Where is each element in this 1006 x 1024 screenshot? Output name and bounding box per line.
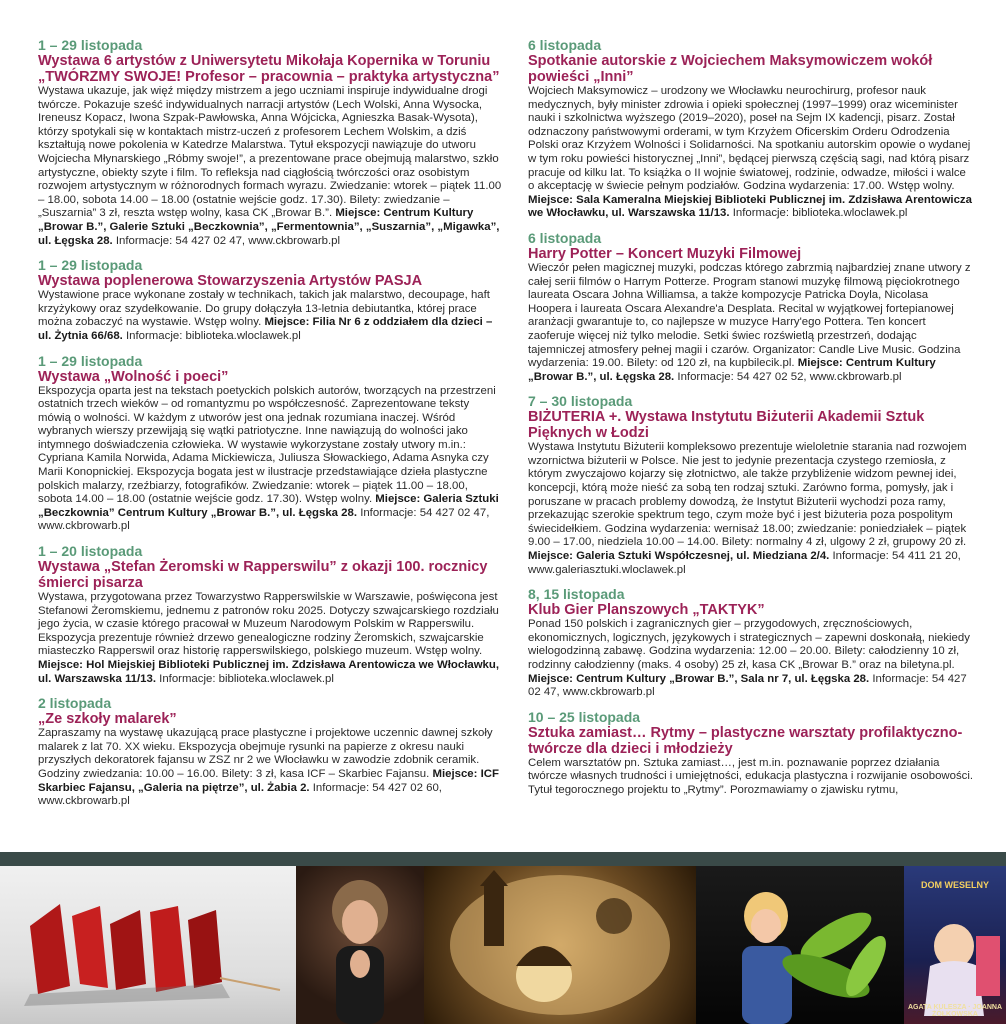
event-description: Celem warsztatów pn. Sztuka zamiast…, jest m.in. poznawanie poprzez działania twórcze własnych trudności i umiejętności, edukacja plastyczna i rozwijanie osobowości. Tytuł tegorocznego projektu to „Rytmy”. Porozmawiamy o zjawisku rytmu, xyxy=(528,756,974,796)
photo-singer xyxy=(296,866,424,1024)
event-description: Wystawione prace wykonane zostały w technikach, takich jak malarstwo, decoupage, haft krzyżykowy oraz szydełkowanie. Do grupy dołączyła 13-letnia debiutantka, której prace można zobaczyć na wystawie. Wstęp wolny. Miejsce: Filia Nr 6 z oddziałem dla dzieci – ul. Żytnia 66/68. Informacje: biblioteka.wloclawek.pl xyxy=(38,289,493,342)
actress-illustration xyxy=(696,866,904,1024)
event-date: 10 – 25 listopada xyxy=(528,708,641,725)
event-8 xyxy=(528,394,974,577)
event-date: 1 – 29 listopada xyxy=(38,352,143,369)
event-5 xyxy=(38,696,502,809)
event-place: Miejsce: Centrum Kultury „Browar B.”, ul. Łęgska 28. xyxy=(528,357,936,383)
event-description: Ekspozycja oparta jest na tekstach poetyckich polskich autorów, tworzących na przestrzeni ostatnich trzech wieków – od romantyzmu po współczesność. Zaprezentowane teksty mówią o wolności. W każdym z utworów jest ona jednak rozumiana inaczej. Wśród wybranych wierszy przewijają się wątki patriotyczne. Inne nawiązują do wolności jako intymnego doświadczenia człowieka. W wystawie wykorzystane zostały utwory m.in.: Cypriana Kamila Norwida, Adama Mickiewicza, Juliusza Słowackiego, Adama Asnyka czy Marii Konopnickiej. Ekspozycja bogata jest w ilustracje przedstawiające dzieła plastyczne polskich malarzy, rzeźbiarzy, fotografików. Zwiedzanie: wtorek – piątek 11.00 – 18.00, sobota 14.00 – 18.00 (ostatnie wejście godz. 17.30). Wstęp wolny. Miejsce: Galeria Sztuki „Beczkownia” Centrum Kultury „Browar B.”, ul. Łęgska 28. Informacje: 54 427 02 47, www.ckbrowarb.pl xyxy=(38,384,499,533)
event-title: Sztuka zamiast… Rytmy – plastyczne warsztaty profilaktyczno-twórcze dla dzieci i młodzieży xyxy=(528,724,963,757)
right-column xyxy=(528,38,974,808)
poster-title: DOM WESELNY xyxy=(920,880,989,890)
event-date: 6 listopada xyxy=(528,229,602,246)
event-title: Harry Potter – Koncert Muzyki Filmowej xyxy=(528,245,802,262)
event-3 xyxy=(38,354,502,535)
event-info: Informacje: biblioteka.wloclawek.pl xyxy=(732,207,908,220)
event-info: Informacje: 54 427 02 47, www.ckbrowarb.pl xyxy=(528,672,967,699)
left-column xyxy=(38,38,502,819)
event-place: Miejsce: Centrum Kultury „Browar B.”, Sala nr 7, ul. Łęgska 28. xyxy=(528,672,870,685)
event-9 xyxy=(528,587,974,700)
event-info: Informacje: 54 427 02 47, www.ckbrowarb.pl xyxy=(115,234,341,247)
event-description: Ponad 150 polskich i zagranicznych gier – przygodowych, zręcznościowych, ekonomicznych, logicznych, językowych i strategicznych – zapewni doskonałą, niekiedy wielogodzinną zabawę. Godzina wydarzenia: 12.00 – 20.00. Bilety: całodzienny 10 zł, rodzinny całodzienny (maks. 4 osoby) 25 zł, kasa CK „Browar B.” oraz na biletyna.pl. Miejsce: Centrum Kultury „Browar B.”, Sala nr 7, ul. Łęgska 28. Informacje: 54 427 02 47, www.ckbrowarb.pl xyxy=(528,618,970,699)
event-place: Miejsce: Sala Kameralna Miejskiej Biblioteki Publicznej im. Zdzisława Arentowicza we Włocławku, ul. Warszawska 11/13. xyxy=(528,193,972,220)
event-6 xyxy=(528,38,974,221)
event-place: Miejsce: Centrum Kultury „Browar B.”, Galerie Sztuki „Beczkownia”, „Fermentownia”, „Suszarnia”, „Migawka”, ul. Łęgska 28. xyxy=(38,207,500,247)
event-place: Miejsce: Galeria Sztuki „Beczkownia” Centrum Kultury „Browar B.”, ul. Łęgska 28. xyxy=(38,493,499,519)
event-description: Wieczór pełen magicznej muzyki, podczas którego zabrzmią najbardziej znane utwory z całej serii filmów o Harrym Potterze. Program stanowi muzykę filmową pięciokrotnego laureata Oscara Johna Williamsa, a także kompozycje Patricka Doyla, Nicolasa Hoopera i laureata Oscara Alexandre'a Desplata. Recital w wyjątkowej fortepianowej aranżacji gwarantuje to, co najlepsze w muzyce Harry'ego Pottera. Ten koncert zaoferuje więcej niż tylko melodie. Setki świec rozświetlą przestrzeń, dodając tajemniczej atmosfery pełnej magii i czarów. Organizator: Candle Live Music. Godzina wydarzenia: 19.00. Bilety: od 120 zł, na kupbilecik.pl. Miejsce: Centrum Kultury „Browar B.”, ul. Łęgska 28. Informacje: 54 427 02 52, www.ckbrowarb.pl xyxy=(528,261,971,383)
poster-names: AGATA KULESZA · JOANNA ŻÓŁKOWSKA xyxy=(907,1004,1003,1018)
event-description: Wystawa ukazuje, jak więź między mistrzem a jego uczniami inspiruje indywidualne drogi twórcze. Pokazuje sześć indywidualnych narracji artystów (Lech Wolski, Anna Wysocka, Ireneusz Kopacz, Iwona Szpak-Pawłowska, Anna Wójcicka, Agnieszka Basak-Wysota), którzy spotykali się w kontaktach mistrz-uczeń z profesorem Lechem Wolskim, a dziś kształtują nowe pokolenia w Katedrze Malarstwa. Tytuł ekspozycji nawiązuje do utworu Wojciecha Młynarskiego „Róbmy swoje!”, a prezentowane prace obejmują malarstwo, szkło artystyczne, obiekty szyte i film. To refleksja nad ciągłością twórczości oraz osobistym rozwojem artystycznym w różnorodnych formach wyrazu. Zwiedzanie: wtorek – piątek 11.00 – 18.00, sobota 14.00 – 18.00 (ostatnie wejście godz. 17.30). Bilety: zwiedzanie – „Suszarnia” 3 zł, reszta wstęp wolny, kasa CK „Browar B.”. Miejsce: Centrum Kultury „Browar B.”, Galerie Sztuki „Beczkownia”, „Fermentownia”, „Suszarnia”, „Migawka”, ul. Łęgska 28. Informacje: 54 427 02 47, www.ckbrowarb.pl xyxy=(38,85,502,247)
event-date: 2 listopada xyxy=(38,695,112,712)
event-title: Spotkanie autorskie z Wojciechem Maksymowiczem wokół powieści „Inni” xyxy=(528,53,933,85)
event-info: Informacje: 54 427 02 60, www.ckbrowarb.pl xyxy=(38,781,442,808)
photo-strip xyxy=(0,866,1006,1024)
event-title: Klub Gier Planszowych „TAKTYK” xyxy=(528,602,765,619)
event-title: „Ze szkoły malarek” xyxy=(38,711,177,728)
event-place: Miejsce: Galeria Sztuki Współczesnej, ul. Miedziana 2/4. xyxy=(528,550,830,563)
divider-band xyxy=(0,852,1006,866)
event-date: 7 – 30 listopada xyxy=(528,393,633,410)
event-title: Wystawa „Stefan Żeromski w Rapperswilu” z okazji 100. rocznicy śmierci pisarza xyxy=(38,559,488,592)
event-title: Wystawa poplenerowa Stowarzyszenia Artystów PASJA xyxy=(38,273,423,290)
event-description: Wystawa Instytutu Biżuterii kompleksowo prezentuje wieloletnie starania nad rozwojem wzornictwa biżuterii w Polsce. Nie jest to jedynie prezentacja czystego rzemiosła, z którym zwyczajowo kojarzy się złotnictwo, ale także przybliżenie widzom pewnej idei, koncepcji, którą może nieść za sobą ten rodzaj sztuki. Zarówno forma, pomysły, jak i poruszane w pracach problemy dowodzą, że Instytut Biżuterii wychodzi poza ramy, przekazując szerokie spektrum tego, czym może być i jest biżuteria poza pospolitym świecidełkiem. Godzina wydarzenia: wernisaż 18.00; zwiedzanie: poniedziałek – piątek 9.00 – 17.00, niedziela 10.00 – 14.00. Bilety: normalny 4 zł, ulgowy 2 zł, grupowy 20 zł. Miejsce: Galeria Sztuki Współczesnej, ul. Miedziana 2/4. Informacje: 54 411 21 20, www.galeriasztuki.wloclawek.pl xyxy=(528,441,967,576)
event-place: Miejsce: Hol Miejskiej Biblioteki Publicznej im. Zdzisława Arentowicza we Włocławku, ul. Warszawska 11/13. xyxy=(38,659,500,685)
event-2 xyxy=(38,258,502,343)
event-date: 6 listopada xyxy=(528,37,602,53)
event-title: Wystawa „Wolność i poeci” xyxy=(38,368,229,385)
event-description: Wojciech Maksymowicz – urodzony we Włocławku neurochirurg, profesor nauk medycznych, były minister zdrowia i opieki społecznej (1997–1999) oraz wiceminister nauki i szkolnictwa wyższego (2019–2020), poseł na Sejm IX kadencji, pisarz. Został odznaczony państwowymi orderami, w tym Krzyżem Oficerskim Orderu Odrodzenia Polski oraz Krzyżem Wolności i Solidarności. Na spotkaniu autorskim opowie o wydanej w tym roku powieści historycznej „Inni”, będącej pierwszą częścią sagi, nad którą pisarz pracuje od kilku lat. To książka o II wojnie światowej, rodzinie, odwadze, miłości i walce o akceptację w świecie pełnym podziałów. Godzina wydarzenia: 17.00. Wstęp wolny. Miejsce: Sala Kameralna Miejskiej Biblioteki Publicznej im. Zdzisława Arentowicza we Włocławku, ul. Warszawska 11/13. Informacje: biblioteka.wloclawek.pl xyxy=(528,85,972,220)
event-date: 1 – 20 listopada xyxy=(38,543,143,560)
event-info: Informacje: 54 427 02 47, www.ckbrowarb.pl xyxy=(38,506,490,533)
photo-sand-art xyxy=(424,866,696,1024)
event-info: Informacje: 54 411 21 20, www.galeriasztuki.wloclawek.pl xyxy=(528,550,961,576)
event-4 xyxy=(38,544,502,686)
event-date: 8, 15 listopada xyxy=(528,586,625,603)
event-place: Miejsce: Filia Nr 6 z oddziałem dla dzieci – ul. Żytnia 66/68. xyxy=(38,316,493,342)
photo-actress-plant xyxy=(696,866,904,1024)
event-7 xyxy=(528,231,974,384)
event-1 xyxy=(38,38,502,248)
event-date: 1 – 29 listopada xyxy=(38,257,143,274)
photo-theatre-poster xyxy=(904,866,1006,1024)
event-description: Wystawa, przygotowana przez Towarzystwo Rapperswilskie w Warszawie, poświęcona jest Stefanowi Żeromskiemu, jednemu z patronów roku 2025. Dotyczy szwajcarskiego rozdziału jego życia, w czasie którego pracował w Muzeum Narodowym Polskim w Rapperswilu. Ekspozycja prezentuje również drzewo genealogiczne rodziny Żeromskich, szwajcarskie miasteczko Rapperswil oraz historię rapperswilskiego, polskiego muzeum. Wstęp wolny. Miejsce: Hol Miejskiej Biblioteki Publicznej im. Zdzisława Arentowicza we Włocławku, ul. Warszawska 11/13. Informacje: biblioteka.wloclawek.pl xyxy=(38,591,500,685)
red-letters-illustration xyxy=(0,866,296,1024)
event-date: 1 – 29 listopada xyxy=(38,37,143,53)
event-description: Zapraszamy na wystawę ukazującą prace plastyczne i projektowe uczennic dawnej szkoły malarek z lat 70. XX wieku. Ekspozycja obejmuje rysunki na papierze z okresu nauki przyszłych dekoratorek fajansu w ZSZ nr 2 we Włocławku w zawodzie zdobnik ceramik. Godziny zwiedzania: 10.00 – 16.00. Bilety: 3 zł, kasa ICF – Skarbiec Fajansu. Miejsce: ICF Skarbiec Fajansu, „Galeria na piętrze”, ul. Żabia 2. Informacje: 54 427 02 60, www.ckbrowarb.pl xyxy=(38,727,499,808)
event-10 xyxy=(528,710,974,798)
event-info: Informacje: 54 427 02 52, www.ckbrowarb.pl xyxy=(677,370,902,383)
event-title: Wystawa 6 artystów z Uniwersytetu Mikołaja Kopernika w Toruniu „TWÓRZMY SWOJE! Profesor – pracownia – praktyka artystyczna” xyxy=(38,53,500,85)
event-place: Miejsce: ICF Skarbiec Fajansu, „Galeria na piętrze”, ul. Żabia 2. xyxy=(38,767,499,794)
event-info: Informacje: biblioteka.wloclawek.pl xyxy=(159,672,334,685)
photo-red-letters-sculpture xyxy=(0,866,296,1024)
event-title: BIŻUTERIA +. Wystawa Instytutu Biżuterii Akademii Sztuk Pięknych w Łodzi xyxy=(528,409,925,442)
sand-art-illustration xyxy=(424,866,696,1024)
event-info: Informacje: biblioteka.wloclawek.pl xyxy=(126,329,301,342)
singer-illustration xyxy=(296,866,424,1024)
